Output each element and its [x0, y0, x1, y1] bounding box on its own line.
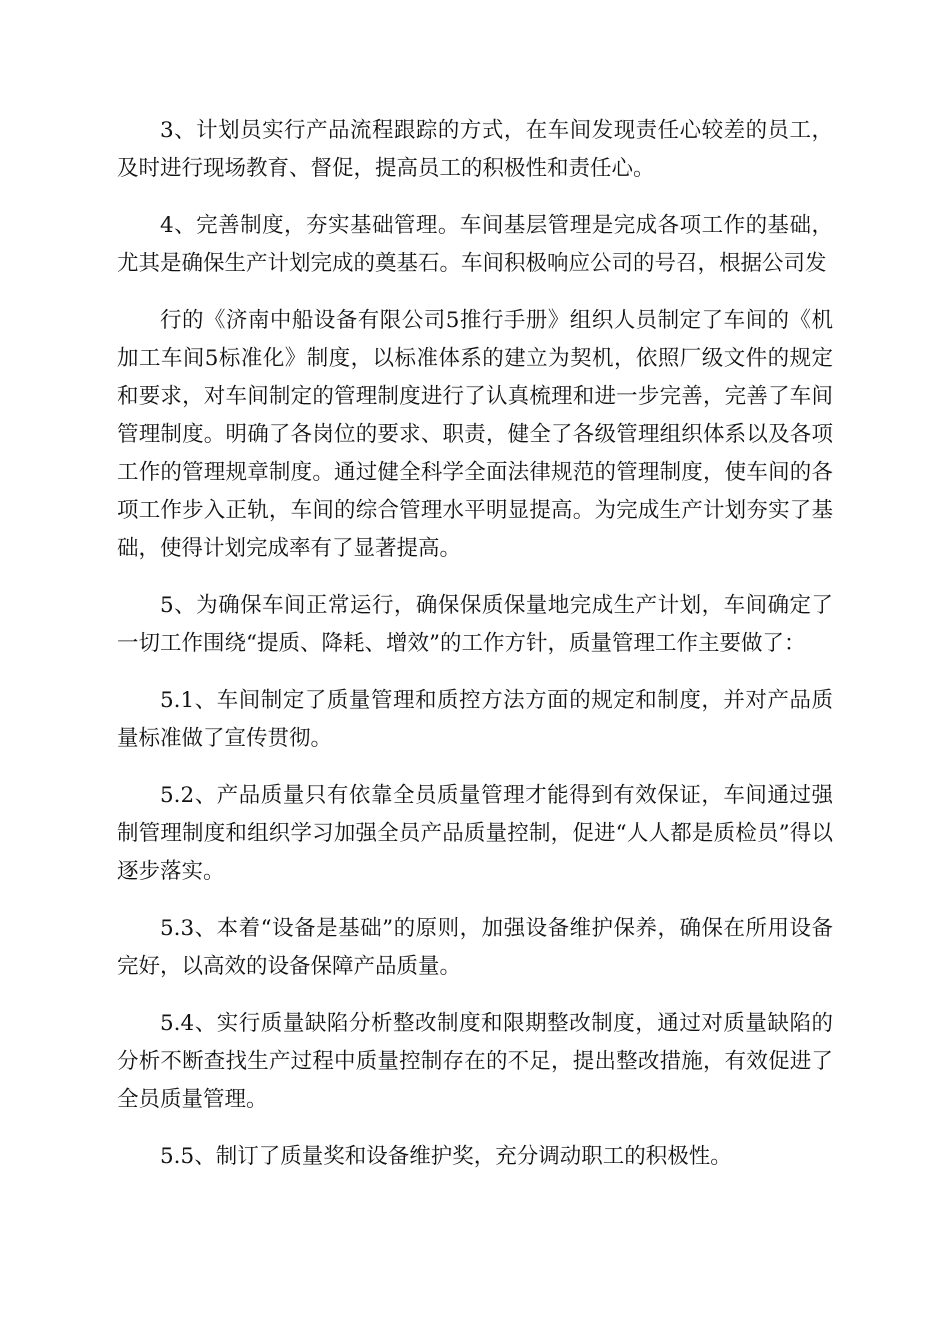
paragraph-4-improve-system: 4、完善制度，夯实基础管理。车间基层管理是完成各项工作的基础，尤其是确保生产计划完成的奠基石。车间积极响应公司的号召，根据公司发 [117, 213, 833, 276]
paragraph-5-1: 5.1、车间制定了质量管理和质控方法方面的规定和制度，并对产品质量标准做了宣传贯彻。 [117, 688, 833, 751]
paragraph-5-2: 5.2、产品质量只有依靠全员质量管理才能得到有效保证，车间通过强制管理制度和组织学习加强全员产品质量控制，促进“人人都是质检员”得以逐步落实。 [117, 783, 833, 884]
paragraph-3-planner-tracking: 3、计划员实行产品流程跟踪的方式，在车间发现责任心较差的员工，及时进行现场教育、督促，提高员工的积极性和责任心。 [117, 118, 833, 181]
paragraph-5-4: 5.4、实行质量缺陷分析整改制度和限期整改制度，通过对质量缺陷的分析不断查找生产过程中质量控制存在的不足，提出整改措施，有效促进了全员质量管理。 [117, 1011, 833, 1112]
paragraph-5-quality-policy: 5、为确保车间正常运行，确保保质保量地完成生产计划，车间确定了一切工作围绕“提质、降耗、增效”的工作方针，质量管理工作主要做了： [117, 593, 833, 656]
paragraph-4-continued: 行的《济南中船设备有限公司5推行手册》组织人员制定了车间的《机加工车间5标准化》制度，以标准体系的建立为契机，依照厂级文件的规定和要求，对车间制定的管理制度进行了认真梳理和进一步完善，完善了车间管理制度。明确了各岗位的要求、职责，健全了各级管理组织体系以及各项工作的管理规章制度。通过健全科学全面法律规范的管理制度，使车间的各项工作步入正轨，车间的综合管理水平明显提高。为完成生产计划夯实了基础，使得计划完成率有了显著提高。 [117, 308, 833, 561]
paragraph-5-3: 5.3、本着“设备是基础”的原则，加强设备维护保养，确保在所用设备完好，以高效的设备保障产品质量。 [117, 916, 833, 979]
paragraph-5-5: 5.5、制订了质量奖和设备维护奖，充分调动职工的积极性。 [160, 1144, 732, 1169]
document-body [117, 112, 833, 1195]
